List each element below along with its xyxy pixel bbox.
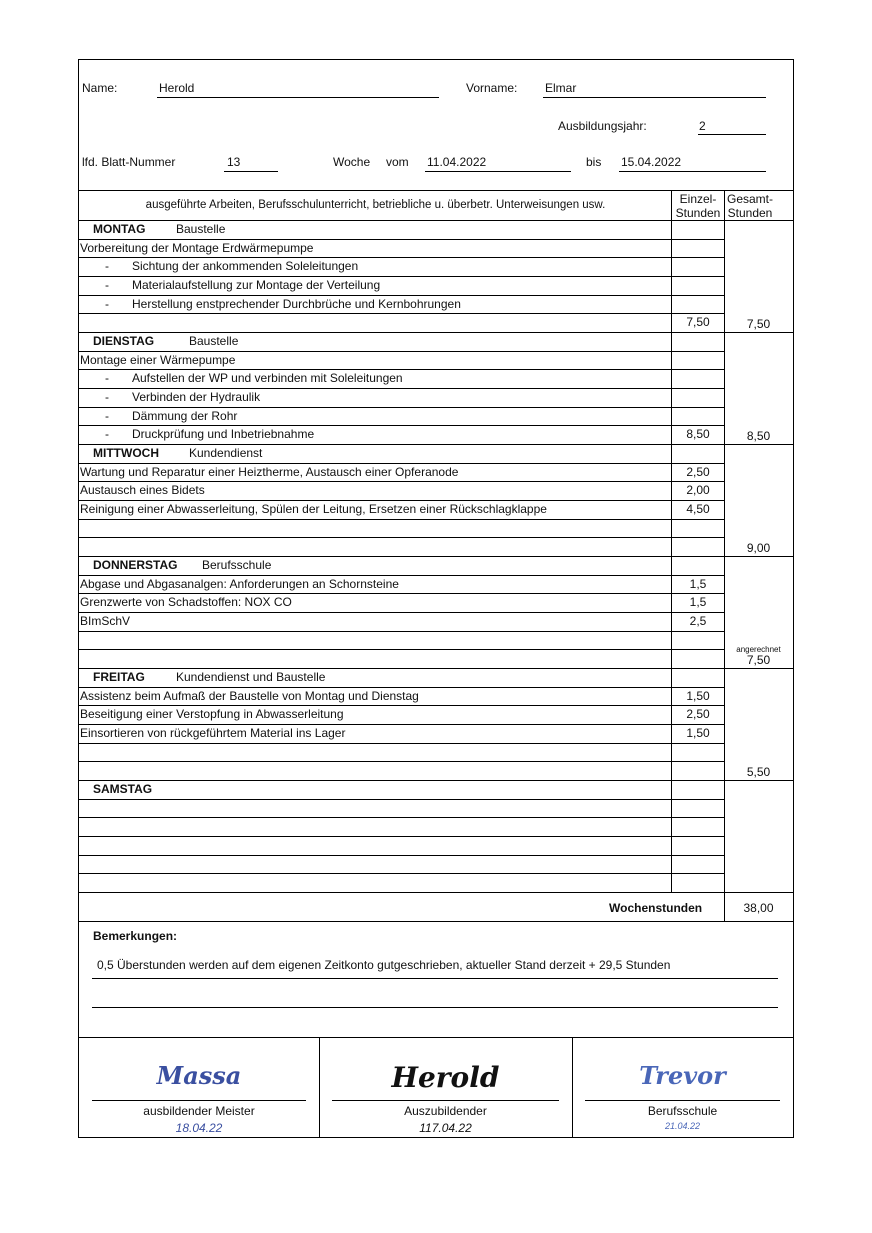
column-header-line [79,220,793,221]
vorname-label: Vorname: [466,81,518,95]
list-item: Montage einer Wärmepumpe [80,352,236,367]
remarks-label: Bemerkungen: [93,929,178,943]
signature-date-berufsschule: 21.04.22 [664,1121,701,1131]
day-label-samstag: SAMSTAG [93,782,153,796]
day-place-montag: Baustelle [176,222,226,236]
row-line [79,407,724,408]
day-place-dienstag: Baustelle [189,334,239,348]
blatt-value: 13 [227,155,241,169]
row-line [79,481,724,482]
day-total-mittwoch: 9,00 [746,541,771,555]
einzel-header-2: Stunden [675,206,721,220]
einzel-header-1: Einzel- [679,192,717,206]
list-item: Sichtung der ankommenden Soleleitungen [132,259,359,274]
row-line [79,351,724,352]
list-item: Aufstellen der WP und verbinden mit Soleleitungen [132,371,403,386]
bis-label: bis [586,155,602,169]
row-line [79,743,724,744]
row-line [79,575,724,576]
day-divider [79,444,793,445]
day-label-donnerstag: DONNERSTAG [93,558,178,572]
list-item: Einsortieren von rückgeführtem Material ins Lager [80,726,346,740]
row-line [79,239,724,240]
list-item: Materialaufstellung zur Montage der Verteilung [132,278,381,292]
row-line [79,817,724,818]
bis-underline [619,171,766,172]
row-line [79,593,724,594]
list-item: Grenzwerte von Schadstoffen: NOX CO [80,595,292,610]
list-item: Verbinden der Hydraulik [132,390,261,404]
list-item: Herstellung enstprechender Durchbrüche und Kernbohrungen [132,296,461,311]
signature-ausbildender-meister: Massa [156,1061,242,1090]
totals-bottom-line [79,921,793,922]
list-item: Assistenz beim Aufmaß der Baustelle von Montag und Dienstag [80,688,419,703]
list-item: BImSchV [80,614,131,628]
day-total-freitag: 5,50 [746,765,771,779]
table-top-line [79,190,793,191]
row-line [79,724,724,725]
row-line [79,631,724,632]
bullet-dash: - [105,371,109,386]
einzel-hours: 7,50 [686,315,710,330]
vorname-underline [543,97,766,98]
day-total-dienstag: 8,50 [746,429,771,443]
name-value: Herold [159,81,195,95]
signature-date-auszubildender: 117.04.22 [419,1121,472,1135]
row-line [79,612,724,613]
totals-top-line [79,892,793,893]
bullet-dash: - [105,427,109,442]
day-total-montag: 7,50 [746,317,771,331]
row-line [79,687,724,688]
signature-role-ausbildender-meister: ausbildender Meister [143,1104,255,1118]
einzel-hours: 1,50 [686,726,710,740]
day-divider [79,780,793,781]
list-item: Reinigung einer Abwasserleitung, Spülen der Leitung, Ersetzen einer Rückschlagklappe [80,502,547,516]
day-label-dienstag: DIENSTAG [93,334,155,348]
bullet-dash: - [105,390,109,404]
woche-label: Woche [333,155,371,169]
signature-auszubildender: Herold [391,1061,500,1094]
day-total-donnerstag: 7,50 [746,653,771,667]
signature-top-line [79,1037,793,1038]
bis-value: 15.04.2022 [621,155,682,169]
day-label-mittwoch: MITTWOCH [93,446,159,460]
column-description-header: ausgeführte Arbeiten, Berufsschulunterricht, betriebliche u. überbetr. Unterweisungen usw. [145,199,606,211]
day-place-mittwoch: Kundendienst [189,446,263,460]
vom-underline [425,171,571,172]
einzel-hours: 1,5 [689,595,707,610]
day-divider [79,668,793,669]
einzel-hours: 2,5 [689,614,707,628]
ausbildungsjahr-label: Ausbildungsjahr: [558,119,647,133]
remarks-line-2 [92,1007,778,1008]
einzel-hours: 2,50 [686,707,710,722]
row-line [79,761,724,762]
row-line [79,369,724,370]
signature-role-berufsschule: Berufsschule [647,1104,718,1118]
bullet-dash: - [105,296,109,311]
signature-berufsschule: Trevor [639,1061,726,1090]
wochenstunden-label: Wochenstunden [609,901,703,915]
row-line [79,873,724,874]
row-line [79,855,724,856]
ausbildungsjahr-underline [698,134,766,135]
einzel-hours: 1,5 [689,576,707,591]
remarks-text: 0,5 Überstunden werden auf dem eigenen Zeitkonto gutgeschrieben, aktueller Stand derzeit + 29,5 Stunden [97,958,671,972]
list-item: Wartung und Reparatur einer Heiztherme, Austausch einer Opferanode [80,464,459,479]
einzel-hours: 2,00 [686,483,710,498]
report-sheet [78,59,794,1138]
day-divider [79,332,793,333]
signature-date-ausbildender-meister: 18.04.22 [175,1121,223,1135]
vom-label: vom [386,155,409,169]
ausbildungsjahr-value: 2 [699,119,706,133]
remarks-line-1 [92,978,778,979]
day-divider [79,556,793,557]
list-item: Austausch eines Bidets [80,483,205,498]
total-note-donnerstag: angerechnet [736,645,781,654]
row-line [79,537,724,538]
einzel-hours: 2,50 [686,464,710,479]
vorname-value: Elmar [545,81,577,95]
signature-line-berufsschule [585,1100,780,1101]
list-item: Beseitigung einer Verstopfung in Abwasserleitung [80,707,344,722]
list-item: Druckprüfung und Inbetriebnahme [132,427,315,442]
vom-value: 11.04.2022 [427,155,487,169]
row-line [79,295,724,296]
row-line [79,276,724,277]
gesamt-header-2: Stunden [727,206,773,220]
row-line [79,836,724,837]
bullet-dash: - [105,408,109,423]
signature-line-auszubildender [332,1100,559,1101]
name-label: Name: [82,81,118,95]
blatt-underline [224,171,278,172]
bullet-dash: - [105,259,109,274]
row-line [79,388,724,389]
day-label-montag: MONTAG [93,222,146,236]
wochenstunden-value: 38,00 [743,901,774,915]
signature-role-auszubildender: Auszubildender [404,1104,487,1118]
row-line [79,313,724,314]
list-item: Abgase und Abgasanalgen: Anforderungen an Schornsteine [80,576,399,591]
day-place-donnerstag: Berufsschule [202,558,272,572]
gesamt-header-1: Gesamt- [726,192,773,206]
row-line [79,425,724,426]
row-line [79,463,724,464]
einzel-hours: 8,50 [686,427,710,442]
row-line [79,799,724,800]
bullet-dash: - [105,278,109,292]
row-line [79,257,724,258]
day-place-freitag: Kundendienst und Baustelle [176,670,326,684]
row-line [79,649,724,650]
list-item: Vorbereitung der Montage Erdwärmepumpe [80,240,314,255]
row-line [79,500,724,501]
einzel-hours: 1,50 [686,688,710,703]
row-line [79,519,724,520]
einzel-hours: 4,50 [686,502,710,516]
day-label-freitag: FREITAG [93,670,145,684]
blatt-label: lfd. Blatt-Nummer [82,155,176,169]
signature-line-ausbildender-meister [92,1100,306,1101]
list-item: Dämmung der Rohr [132,408,238,423]
row-line [79,705,724,706]
name-underline [157,97,439,98]
